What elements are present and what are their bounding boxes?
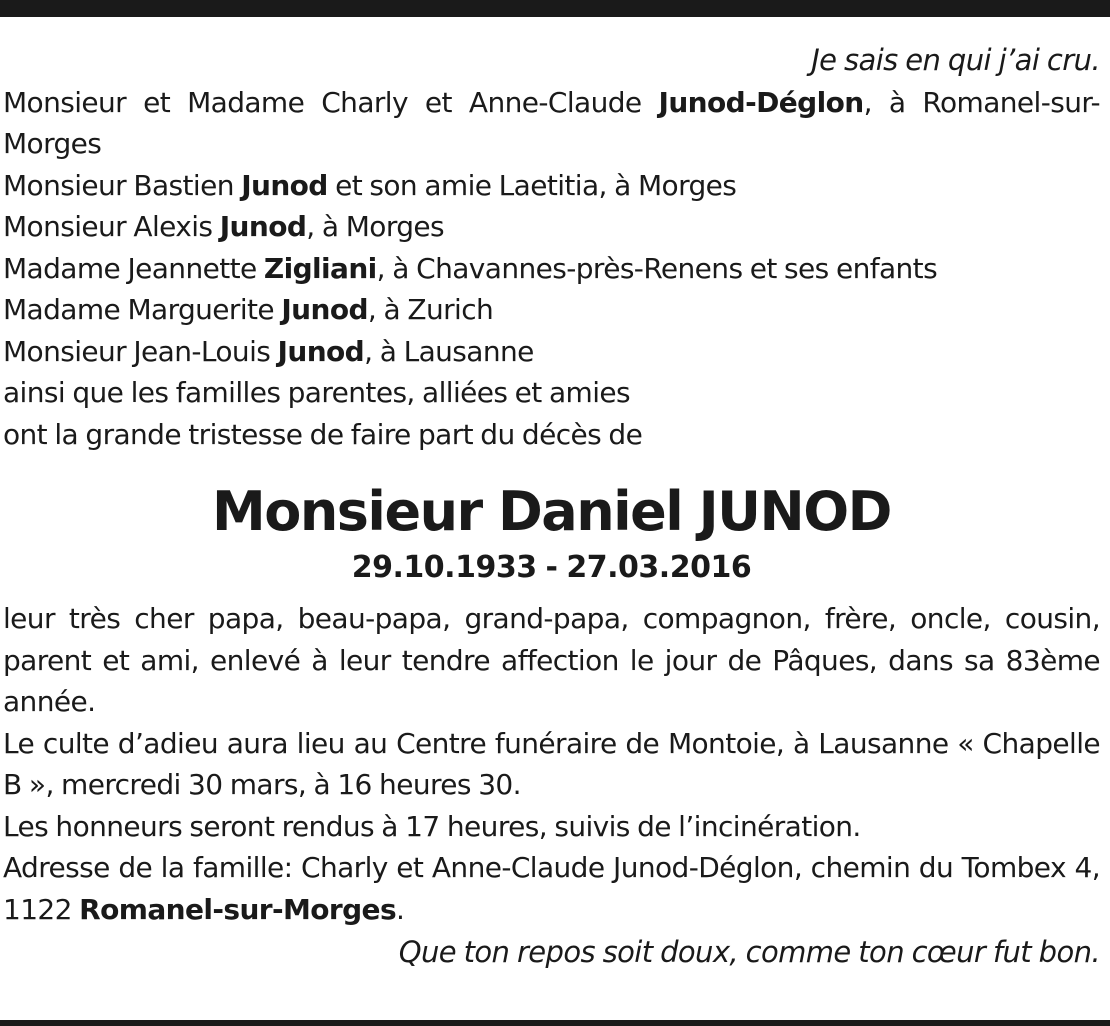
deceased-dates: 29.10.1933 - 27.03.2016	[351, 550, 752, 585]
address-town: Romanel-sur-Morges	[79, 892, 397, 926]
family-line	[3, 165, 1100, 207]
honours-paragraph: Les honneurs seront rendus à 17 heures, suivis de l’incinération.	[3, 809, 861, 843]
family-surname: Junod	[241, 168, 328, 202]
family-line-location: , à Romanel-sur-Morges	[3, 85, 1100, 160]
service-paragraph: Le culte d’adieu aura lieu au Centre funéraire de Montoie, à Lausanne « Chapelle B », mercredi 30 mars, à 16 heures 30.	[3, 726, 1100, 801]
family-line-text: Monsieur Bastien	[3, 168, 242, 202]
death-notice	[3, 40, 1100, 974]
family-line-text: Monsieur et Madame Charly et Anne-Claude	[3, 85, 659, 119]
family-line	[3, 206, 1100, 248]
family-line	[3, 82, 1100, 165]
family-line	[3, 289, 1100, 331]
announcement-line: ont la grande tristesse de faire part du décès de	[3, 417, 643, 451]
family-line-text: Monsieur Jean-Louis	[3, 334, 278, 368]
motto-bottom: Que ton repos soit doux, comme ton cœur fut bon.	[398, 935, 1100, 969]
family-surname: Junod	[281, 293, 368, 326]
family-line-location: , à Morges	[306, 210, 445, 243]
address-end: .	[396, 892, 405, 926]
family-surname: Junod-Déglon	[658, 85, 864, 119]
family-line	[3, 331, 1100, 373]
relation-paragraph: leur très cher papa, beau-papa, grand-papa, compagnon, frère, oncle, cousin, parent et ami, enlevé à leur tendre affection le jour de Pâques, dans sa 83ème année.	[3, 602, 1100, 718]
family-surname: Junod	[277, 334, 365, 368]
address-text: Adresse de la famille: Charly et Anne-Claude Junod-Déglon, chemin du Tombex 4, 1122	[3, 851, 1100, 926]
family-line-text: Madame Jeannette	[3, 251, 264, 285]
extended-families-line: ainsi que les familles parentes, alliées et amies	[3, 376, 631, 409]
family-line-location: , à Lausanne	[364, 334, 534, 368]
family-line-location: , à Zurich	[367, 293, 494, 326]
family-line-location: , à Chavannes-près-Renens et ses enfants	[376, 251, 938, 285]
deceased-name: Monsieur Daniel JUNOD	[212, 480, 891, 543]
family-surname: Junod	[219, 210, 307, 243]
family-line	[3, 248, 1100, 290]
family-line-text: Monsieur Alexis	[3, 210, 220, 243]
family-surname: Zigliani	[263, 251, 377, 285]
top-rule	[0, 0, 1110, 17]
family-line-location: et son amie Laetitia, à Morges	[327, 168, 737, 202]
family-line-text: Madame Marguerite	[3, 293, 282, 326]
bottom-rule	[0, 1020, 1110, 1026]
family-address	[3, 847, 1100, 930]
motto-top: Je sais en qui j’ai cru.	[811, 43, 1100, 77]
